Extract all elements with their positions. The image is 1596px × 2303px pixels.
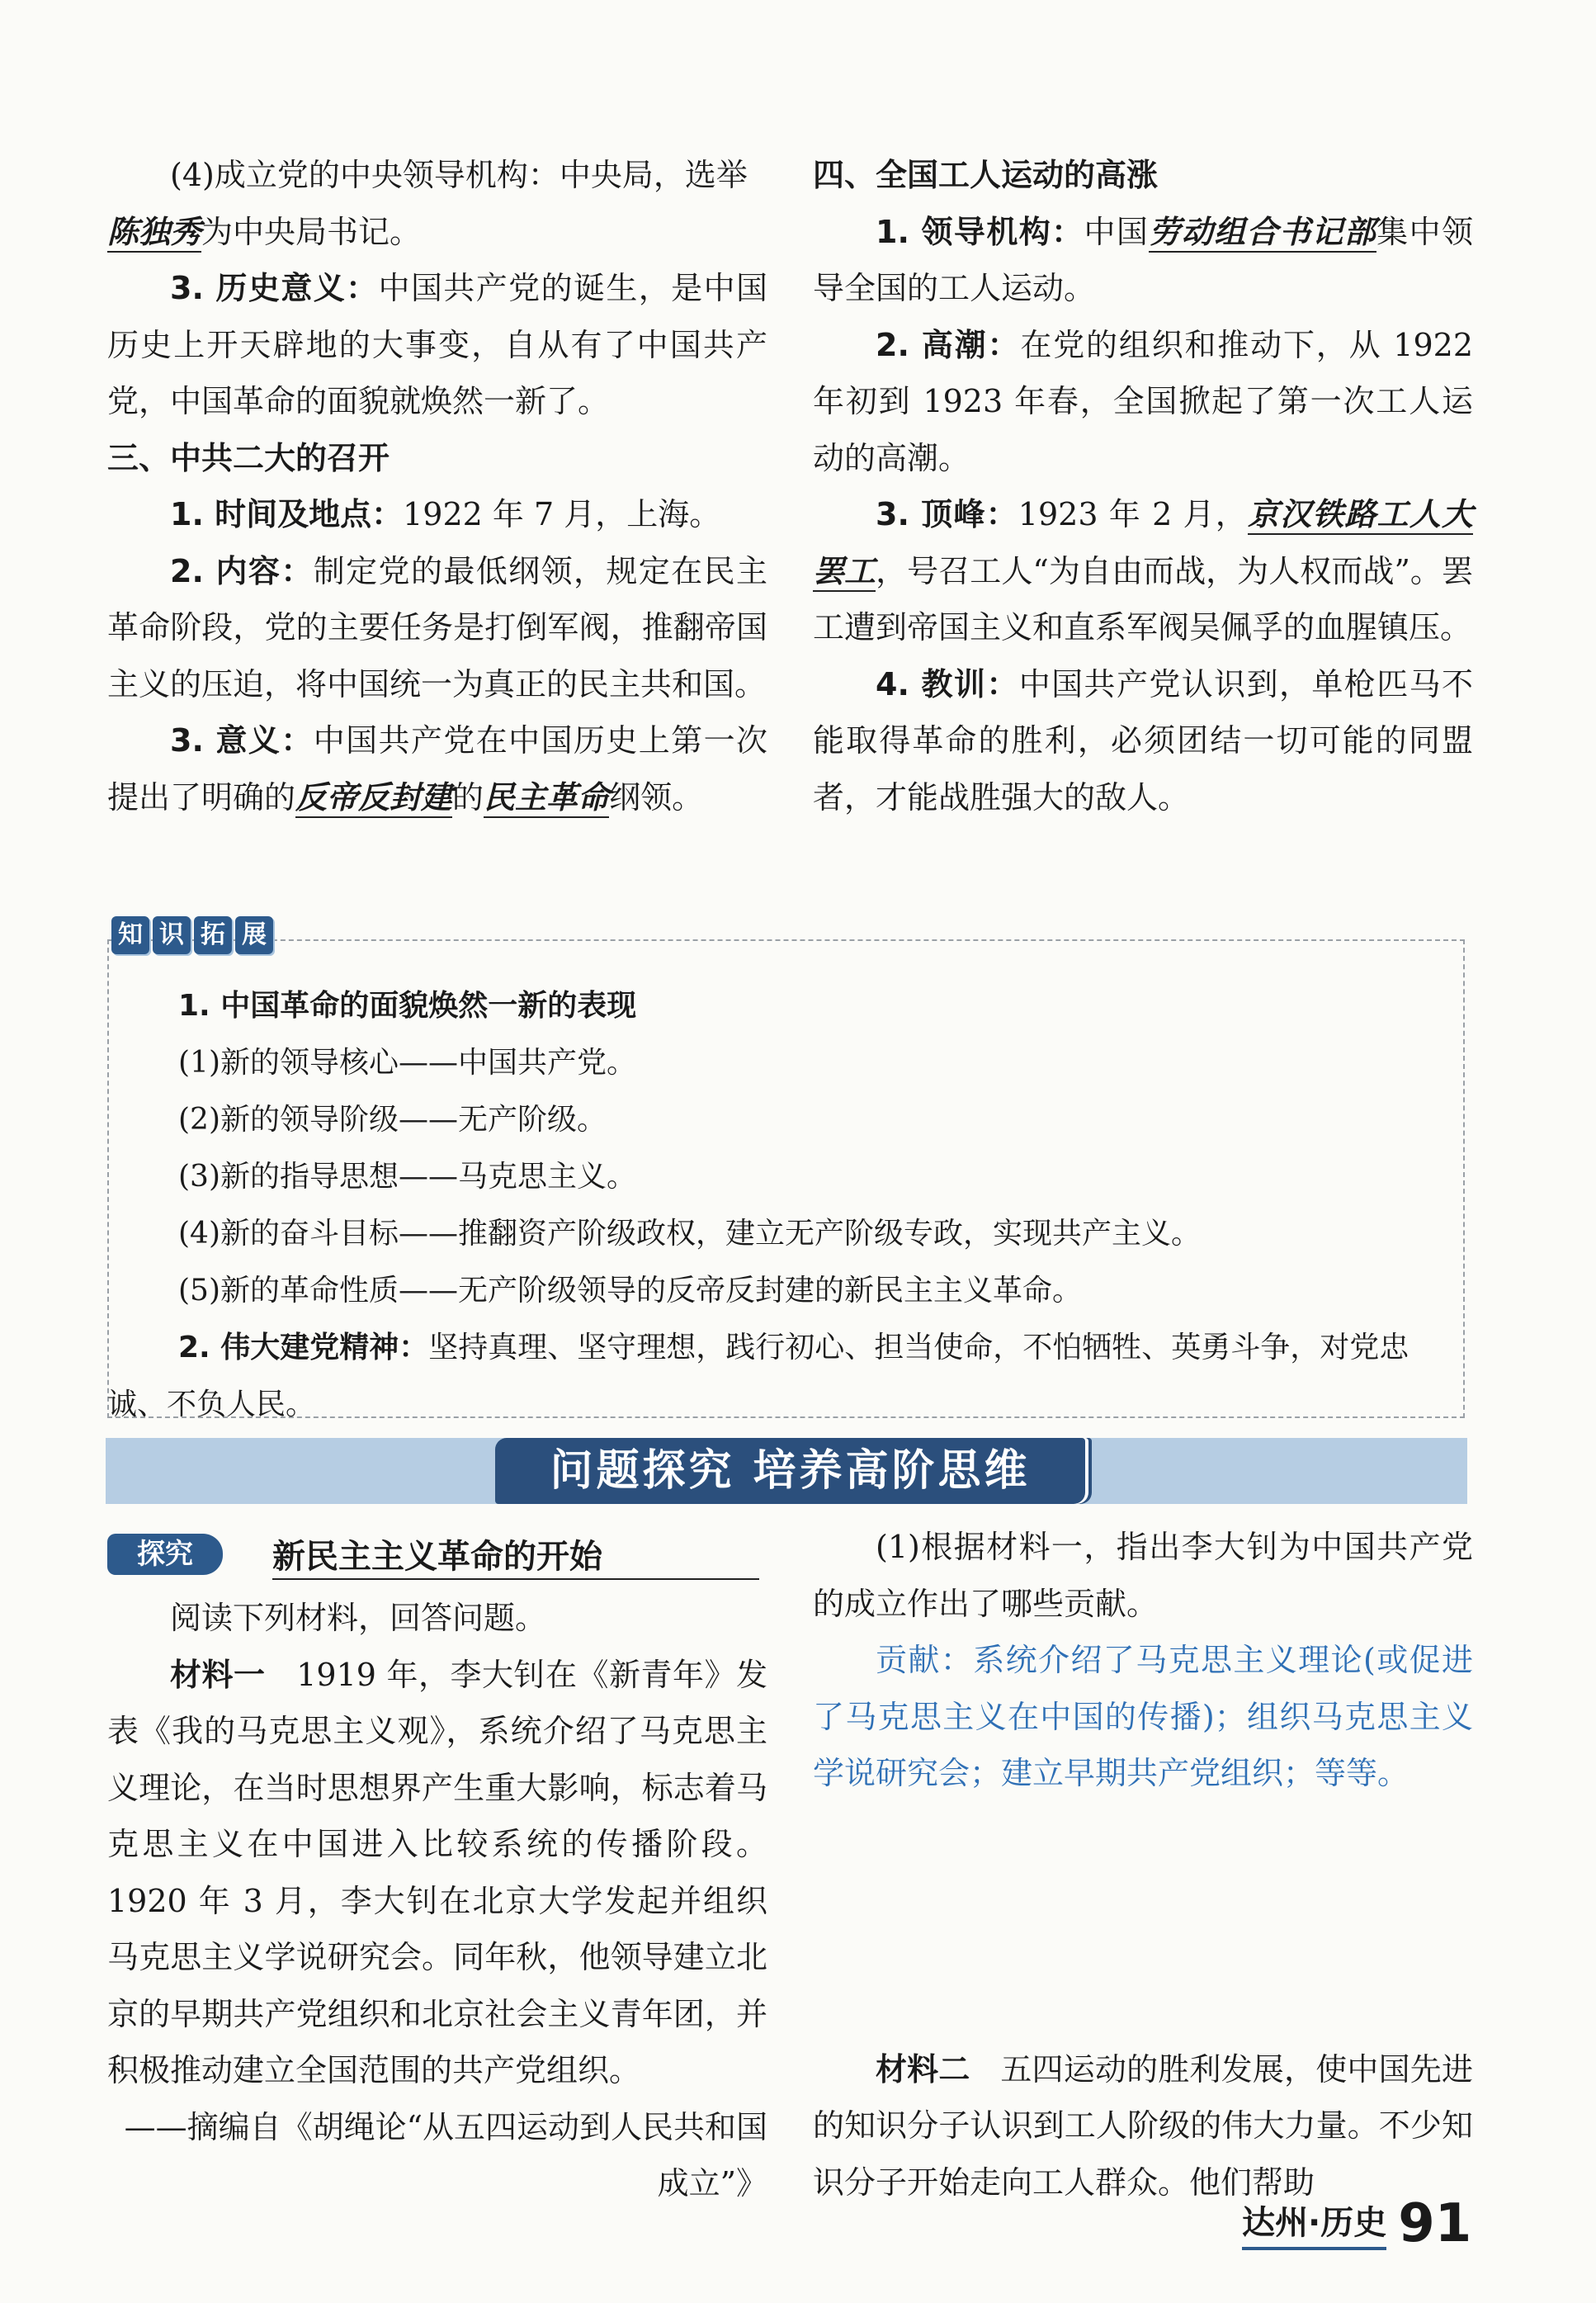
right-column-bottom [813,1519,1473,2211]
badge-char: 展 [235,916,273,954]
answer-space [813,1802,1473,2041]
item-lead: 1. 领导机构： [876,213,1084,250]
paragraph: 2. 内容：制定党的最低纲领，规定在民主革命阶段，党的主要任务是打倒军阀，推翻帝国主义的压迫，将中国统一为真正的民主共和国。 [107,552,767,702]
item-lead: 3. 顶峰： [876,496,1018,532]
knowledge-extension-badge [111,916,273,958]
paragraph: 1. 时间及地点：1922 年 7 月，上海。 [170,496,721,532]
paragraph: 3. 意义：中国共产党在中国历史上第一次提出了明确的反帝反封建的民主革命纲领。 [107,712,767,825]
paragraph: 3. 历史意义：中国共产党的诞生，是中国历史上开天辟地的大事变，自从有了中国共产党，中国革命的面貌就焕然一新了。 [107,270,767,419]
badge-char: 识 [153,916,191,954]
material-one: 材料一 1919 年，李大钊在《新青年》发表《我的马克思主义观》，系统介绍了马克思主义理论，在当时思想界产生重大影响，标志着马克思主义在中国进入比较系统的传播阶段。1920 年 3 月，李大钊在北京大学发起并组织马克思主义学说研究会。同年秋，他领导建立北京的早期共产党组织和北京社会主义青年团，并积极推动建立全国范围的共产党组织。 [107,1656,767,2088]
footer-brand: 达州·历史 [1242,2197,1386,2250]
material-two: 材料二 五四运动的胜利发展，使中国先进的知识分子认识到工人阶级的伟大力量。不少知识分子开始走向工人群众。他们帮助 [813,2050,1473,2201]
item-lead: 3. 意义： [170,722,314,759]
page-footer [1242,2184,1472,2254]
paragraph: 阅读下列材料，回答问题。 [170,1600,547,1636]
knowledge-heading: 1. 中国革命的面貌焕然一新的表现 [178,989,637,1023]
item-lead: 3. 历史意义： [170,270,379,306]
answer: 贡献：系统介绍了马克思主义理论(或促进了马克思主义在中国的传播)；组织马克思主义学说研究会；建立早期共产党组织；等等。 [813,1642,1473,1791]
left-column-top [107,147,767,825]
paragraph: 3. 顶峰：1923 年 2 月，京汉铁路工人大罢工，号召工人“为自由而战，为人权而战”。罢工遭到帝国主义和直系军阀吴佩孚的血腥镇压。 [813,495,1473,646]
paragraph: 陈独秀为中央局书记。 [107,204,767,261]
paragraph: 2. 高潮：在党的组织和推动下，从 1922 年初到 1923 年春，全国掀起了第一次工人运动的高潮。 [813,326,1473,476]
knowledge-extension-content [107,977,1465,1433]
item-lead: 2. 高潮： [876,326,1021,363]
badge-char: 知 [111,916,149,954]
item-lead: 4. 教训： [876,665,1019,702]
key-term: 陈独秀 [107,213,201,253]
knowledge-item: (5)新的革命性质——无产阶级领导的反帝反封建的新民主主义革命。 [178,1274,1082,1308]
banner-title: 问题探究 培养高阶思维 [495,1438,1085,1504]
key-term: 京汉铁路工人大罢工 [813,495,1473,592]
question: (1)根据材料一，指出李大钊为中国共产党的成立作出了哪些贡献。 [813,1529,1473,1622]
paragraph: (4)成立党的中央领导机构：中央局，选举 [170,157,748,193]
item-lead: 1. 时间及地点： [170,496,404,532]
paragraph: 1. 领导机构：中国劳动组合书记部集中领导全国的工人运动。 [813,212,1473,306]
section-heading: 四、全国工人运动的高涨 [813,157,1159,193]
inquiry-title: 新民主主义革命的开始 [272,1535,759,1580]
knowledge-item: (4)新的奋斗目标——推翻资产阶级政权，建立无产阶级专政，实现共产主义。 [178,1217,1201,1251]
material-lead: 材料一 [170,1656,266,1693]
key-term: 反帝反封建 [295,778,452,818]
knowledge-item: (3)新的指导思想——马克思主义。 [178,1160,636,1194]
key-term: 劳动组合书记部 [1149,213,1376,253]
left-column-bottom [107,1590,767,2212]
inquiry-badge: 探究 [107,1534,223,1575]
item-lead: 2. 伟大建党精神： [178,1331,429,1364]
item-lead: 2. 内容： [170,552,314,589]
right-column-top [813,147,1473,825]
page-number: 91 [1398,2193,1472,2254]
badge-char: 拓 [194,916,232,954]
paragraph: 4. 教训：中国共产党认识到，单枪匹马不能取得革命的胜利，必须团结一切可能的同盟者，才能战胜强大的敌人。 [813,665,1473,816]
material-lead: 材料二 [876,2050,970,2088]
knowledge-item: (1)新的领导核心——中国共产党。 [178,1046,636,1080]
section-heading: 三、中共二大的召开 [107,439,390,476]
material-source: ——摘编自《胡绳论“从五四运动到人民共和国成立”》 [124,2108,767,2201]
knowledge-item: (2)新的领导阶级——无产阶级。 [178,1103,607,1137]
knowledge-paragraph: 2. 伟大建党精神：坚持真理、坚守理想，践行初心、担当使命，不怕牺牲、英勇斗争，对党忠诚、不负人民。 [107,1331,1409,1421]
key-term: 民主革命 [484,778,609,818]
